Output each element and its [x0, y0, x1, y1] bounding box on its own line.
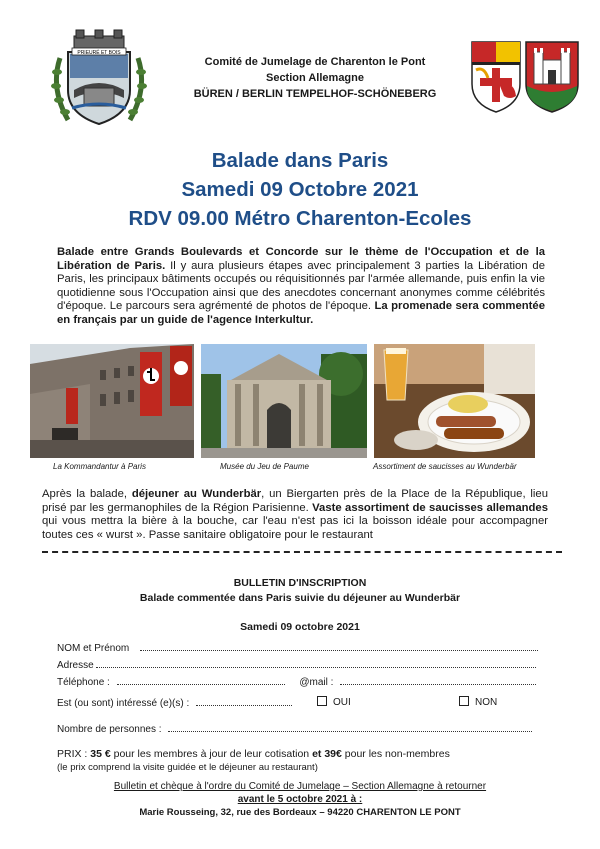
nonmember-price: 39€	[324, 748, 342, 760]
footer-instructions	[0, 780, 600, 819]
event-titles	[0, 146, 600, 233]
meeting-point: RDV 09.00 Métro Charenton-Ecoles	[128, 207, 472, 230]
persons-label: Nombre de personnes :	[57, 724, 162, 735]
contact-row	[57, 675, 557, 688]
address-field[interactable]	[96, 658, 536, 668]
price-block	[57, 747, 557, 775]
price-line	[57, 747, 557, 761]
registration-title: BULLETIN D'INSCRIPTION	[233, 577, 367, 589]
intro-paragraph	[57, 246, 545, 328]
intro-guide: La promenade sera commentée en français par un guide de l'agence Interkultur.	[57, 300, 545, 326]
address-label: Adresse	[57, 660, 94, 671]
bueren-shield-icon	[472, 42, 520, 112]
nonmember-text: pour les non-membres	[341, 748, 450, 760]
lunch-text: Après la balade,	[42, 488, 132, 500]
registration-date: Samedi 09 octobre 2021	[240, 621, 360, 633]
phone-field[interactable]	[117, 675, 285, 685]
price-note: (le prix comprend la visite guidée et le déjeuner au restaurant)	[57, 762, 318, 773]
yes-option[interactable]	[317, 696, 351, 708]
lunch-highlight: déjeuner au Wunderbär	[131, 488, 262, 500]
interest-label: Est (ou sont) intéressé (e)(s) :	[57, 698, 190, 709]
interest-field[interactable]	[196, 696, 292, 706]
tempelhof-schoeneberg-shield-icon	[526, 42, 578, 112]
sausages-photo	[374, 344, 535, 458]
photo-caption: La Kommandantur à Paris	[53, 462, 146, 471]
name-label: NOM et Prénom	[57, 643, 130, 654]
committee-name: Comité de Jumelage de Charenton le Pont	[204, 56, 426, 68]
intro-body: Il y aura plusieurs étapes avec principalement 3 parties la Libération de Paris, les principaux bâtiments occupés ou réquisitionnés par l'armée allemande, puis enfin la vie quotidienne sous l'Occupation ainsi que des anecdotes concernant anonymes comme célébrités d'époque. Le parcours sera agrémenté de photos de l'époque.	[57, 259, 545, 313]
registration-subtitle: Balade commentée dans Paris suivie du déjeuner au Wunderbär	[139, 592, 461, 604]
member-text: pour les membres à jour de leur cotisation	[110, 748, 313, 760]
no-checkbox[interactable]	[459, 696, 469, 706]
committee-section: Section Allemagne	[265, 72, 364, 84]
name-row	[57, 641, 557, 654]
price-prefix: PRIX :	[57, 748, 91, 760]
payment-instruction: Bulletin et chèque à l'ordre du Comité de Jumelage – Section Allemagne à retourner	[113, 781, 487, 792]
sausage-highlight: Vaste assortiment de saucisses allemandes	[312, 501, 548, 514]
yes-checkbox[interactable]	[317, 696, 327, 706]
email-field[interactable]	[340, 675, 536, 685]
yes-label: OUI	[333, 697, 351, 708]
persons-field[interactable]	[168, 722, 532, 732]
intro-lead: Balade entre Grands Boulevards et Concorde sur le thème de l'Occupation et de la Libération de Paris.	[57, 246, 545, 272]
kommandantur-photo	[30, 344, 194, 458]
no-label: NON	[475, 697, 498, 708]
charenton-coat-of-arms	[48, 28, 150, 132]
jeu-de-paume-photo	[201, 344, 367, 458]
twin-towns-coats-of-arms	[470, 40, 580, 114]
registration-heading	[0, 576, 600, 606]
email-label: @mail :	[299, 677, 334, 688]
cut-line-divider	[42, 551, 562, 553]
name-field[interactable]	[140, 641, 538, 651]
price-and: et	[312, 748, 322, 760]
photo-caption: Musée du Jeu de Paume	[220, 462, 309, 471]
return-address: Marie Rousseing, 32, rue des Bordeaux – 94220 CHARENTON LE PONT	[139, 807, 461, 818]
crest-motto: PRIEURÉ ET BOIS	[77, 50, 121, 56]
address-row	[57, 658, 557, 671]
member-price: 35 €	[90, 748, 111, 760]
event-date: Samedi 09 Octobre 2021	[181, 178, 419, 201]
phone-label: Téléphone :	[57, 677, 110, 688]
no-option[interactable]	[459, 696, 497, 708]
persons-row	[57, 722, 557, 735]
photo-caption: Assortiment de saucisses au Wunderbär	[373, 462, 517, 471]
committee-heading	[160, 54, 470, 102]
interest-row	[57, 696, 557, 709]
lunch-text: , un Biergarten près de la Place de la République, lieu prisé par les germanophiles de la Région Parisienne.	[42, 488, 548, 514]
twin-towns: BÜREN / BERLIN TEMPELHOF-SCHÖNEBERG	[193, 88, 437, 100]
deadline: avant le 5 octobre 2021 à :	[237, 794, 363, 805]
event-title: Balade dans Paris	[211, 149, 389, 172]
lunch-text: qui vous mettra la bière à la bouche, car l'eau n'est pas ici la boisson idéale pour accompagner toutes ces « wurst ». Passe sanitaire obligatoire pour le restaurant	[42, 515, 548, 541]
lunch-paragraph	[42, 488, 548, 542]
